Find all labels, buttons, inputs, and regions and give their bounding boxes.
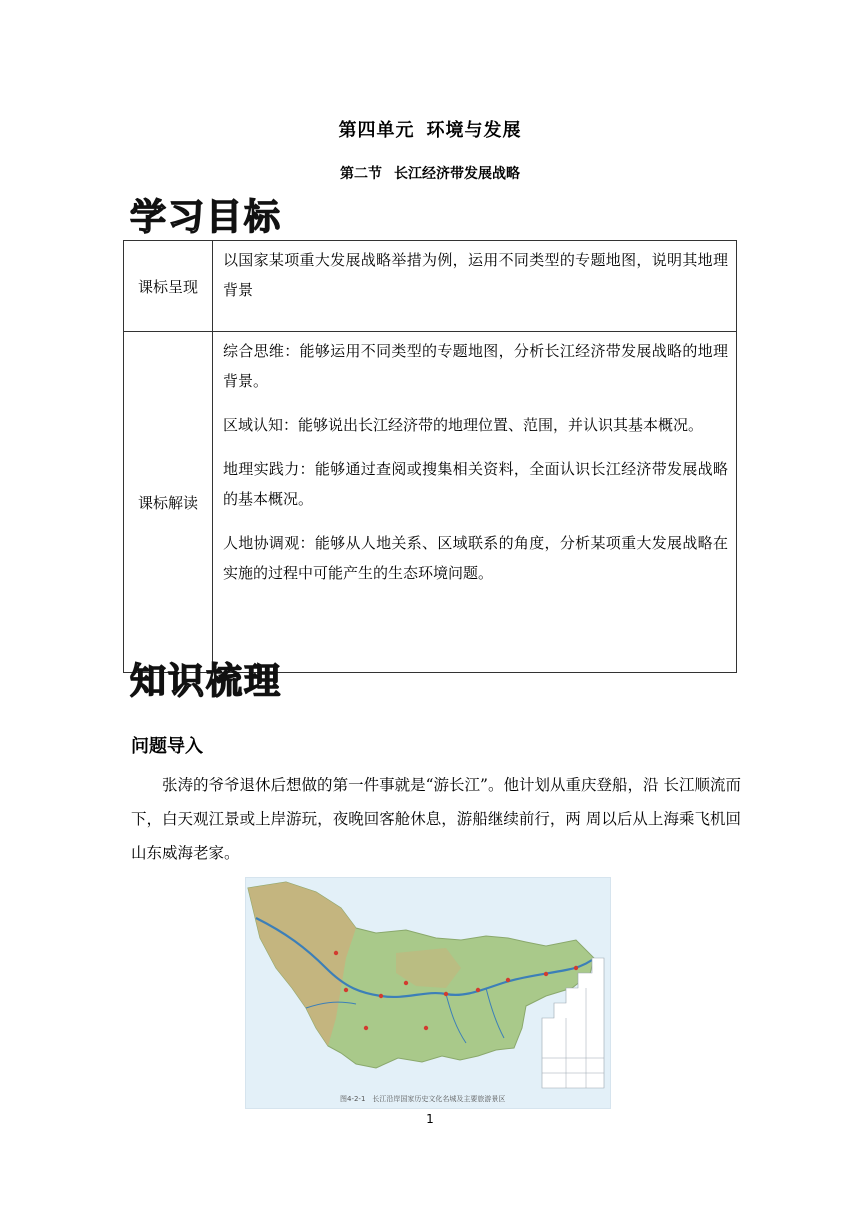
row-label: 课标解读 bbox=[124, 332, 213, 673]
row-label: 课标呈现 bbox=[124, 241, 213, 332]
page-number: 1 bbox=[426, 1112, 434, 1126]
unit-number: 第四单元 bbox=[338, 120, 415, 141]
knowledge-heading: 知识梳理 bbox=[130, 661, 283, 702]
problem-intro-heading: 问题导入 bbox=[131, 736, 203, 757]
intro-paragraph: 张涛的爷爷退休后想做的第一件事就是“游长江”。他计划从重庆登船，沿 长江顺流而下，白天观江景或上岸游玩，夜晚回客舱休息，游船继续前行，两 周以后从上海乘飞机回山东威海老家。 bbox=[131, 776, 741, 862]
row-content bbox=[213, 332, 737, 673]
row-content bbox=[213, 241, 737, 332]
interpretation-paragraph: 综合思维：能够运用不同类型的专题地图，分析长江经济带发展战略的地理背景。 bbox=[223, 342, 728, 390]
section-number: 第二节 bbox=[340, 166, 382, 182]
figure-caption: 图4-2-1 长江沿岸国家历史文化名城及主要旅游景区 bbox=[340, 1095, 506, 1103]
interpretation-paragraph: 区域认知：能够说出长江经济带的地理位置、范围，并认识其基本概况。 bbox=[223, 416, 704, 434]
section-name: 长江经济带发展战略 bbox=[394, 166, 520, 182]
learning-goals-table bbox=[123, 240, 737, 673]
unit-title bbox=[0, 116, 860, 142]
interpretation-paragraph: 人地协调观：能够从人地关系、区域联系的角度，分析某项重大发展战略在实施的过程中可能产生的生态环境问题。 bbox=[223, 534, 728, 582]
learning-goals-heading: 学习目标 bbox=[130, 197, 283, 238]
table-row bbox=[124, 332, 737, 673]
interpretation-paragraph: 地理实践力：能够通过查阅或搜集相关资料，全面认识长江经济带发展战略的基本概况。 bbox=[223, 460, 728, 508]
standard-text: 以国家某项重大发展战略举措为例，运用不同类型的专题地图，说明其地理背景 bbox=[223, 251, 728, 299]
table-row bbox=[124, 241, 737, 332]
unit-theme: 环境与发展 bbox=[426, 120, 522, 141]
map-image bbox=[246, 878, 610, 1108]
section-title bbox=[0, 163, 860, 183]
yangtze-map-figure bbox=[245, 877, 611, 1109]
